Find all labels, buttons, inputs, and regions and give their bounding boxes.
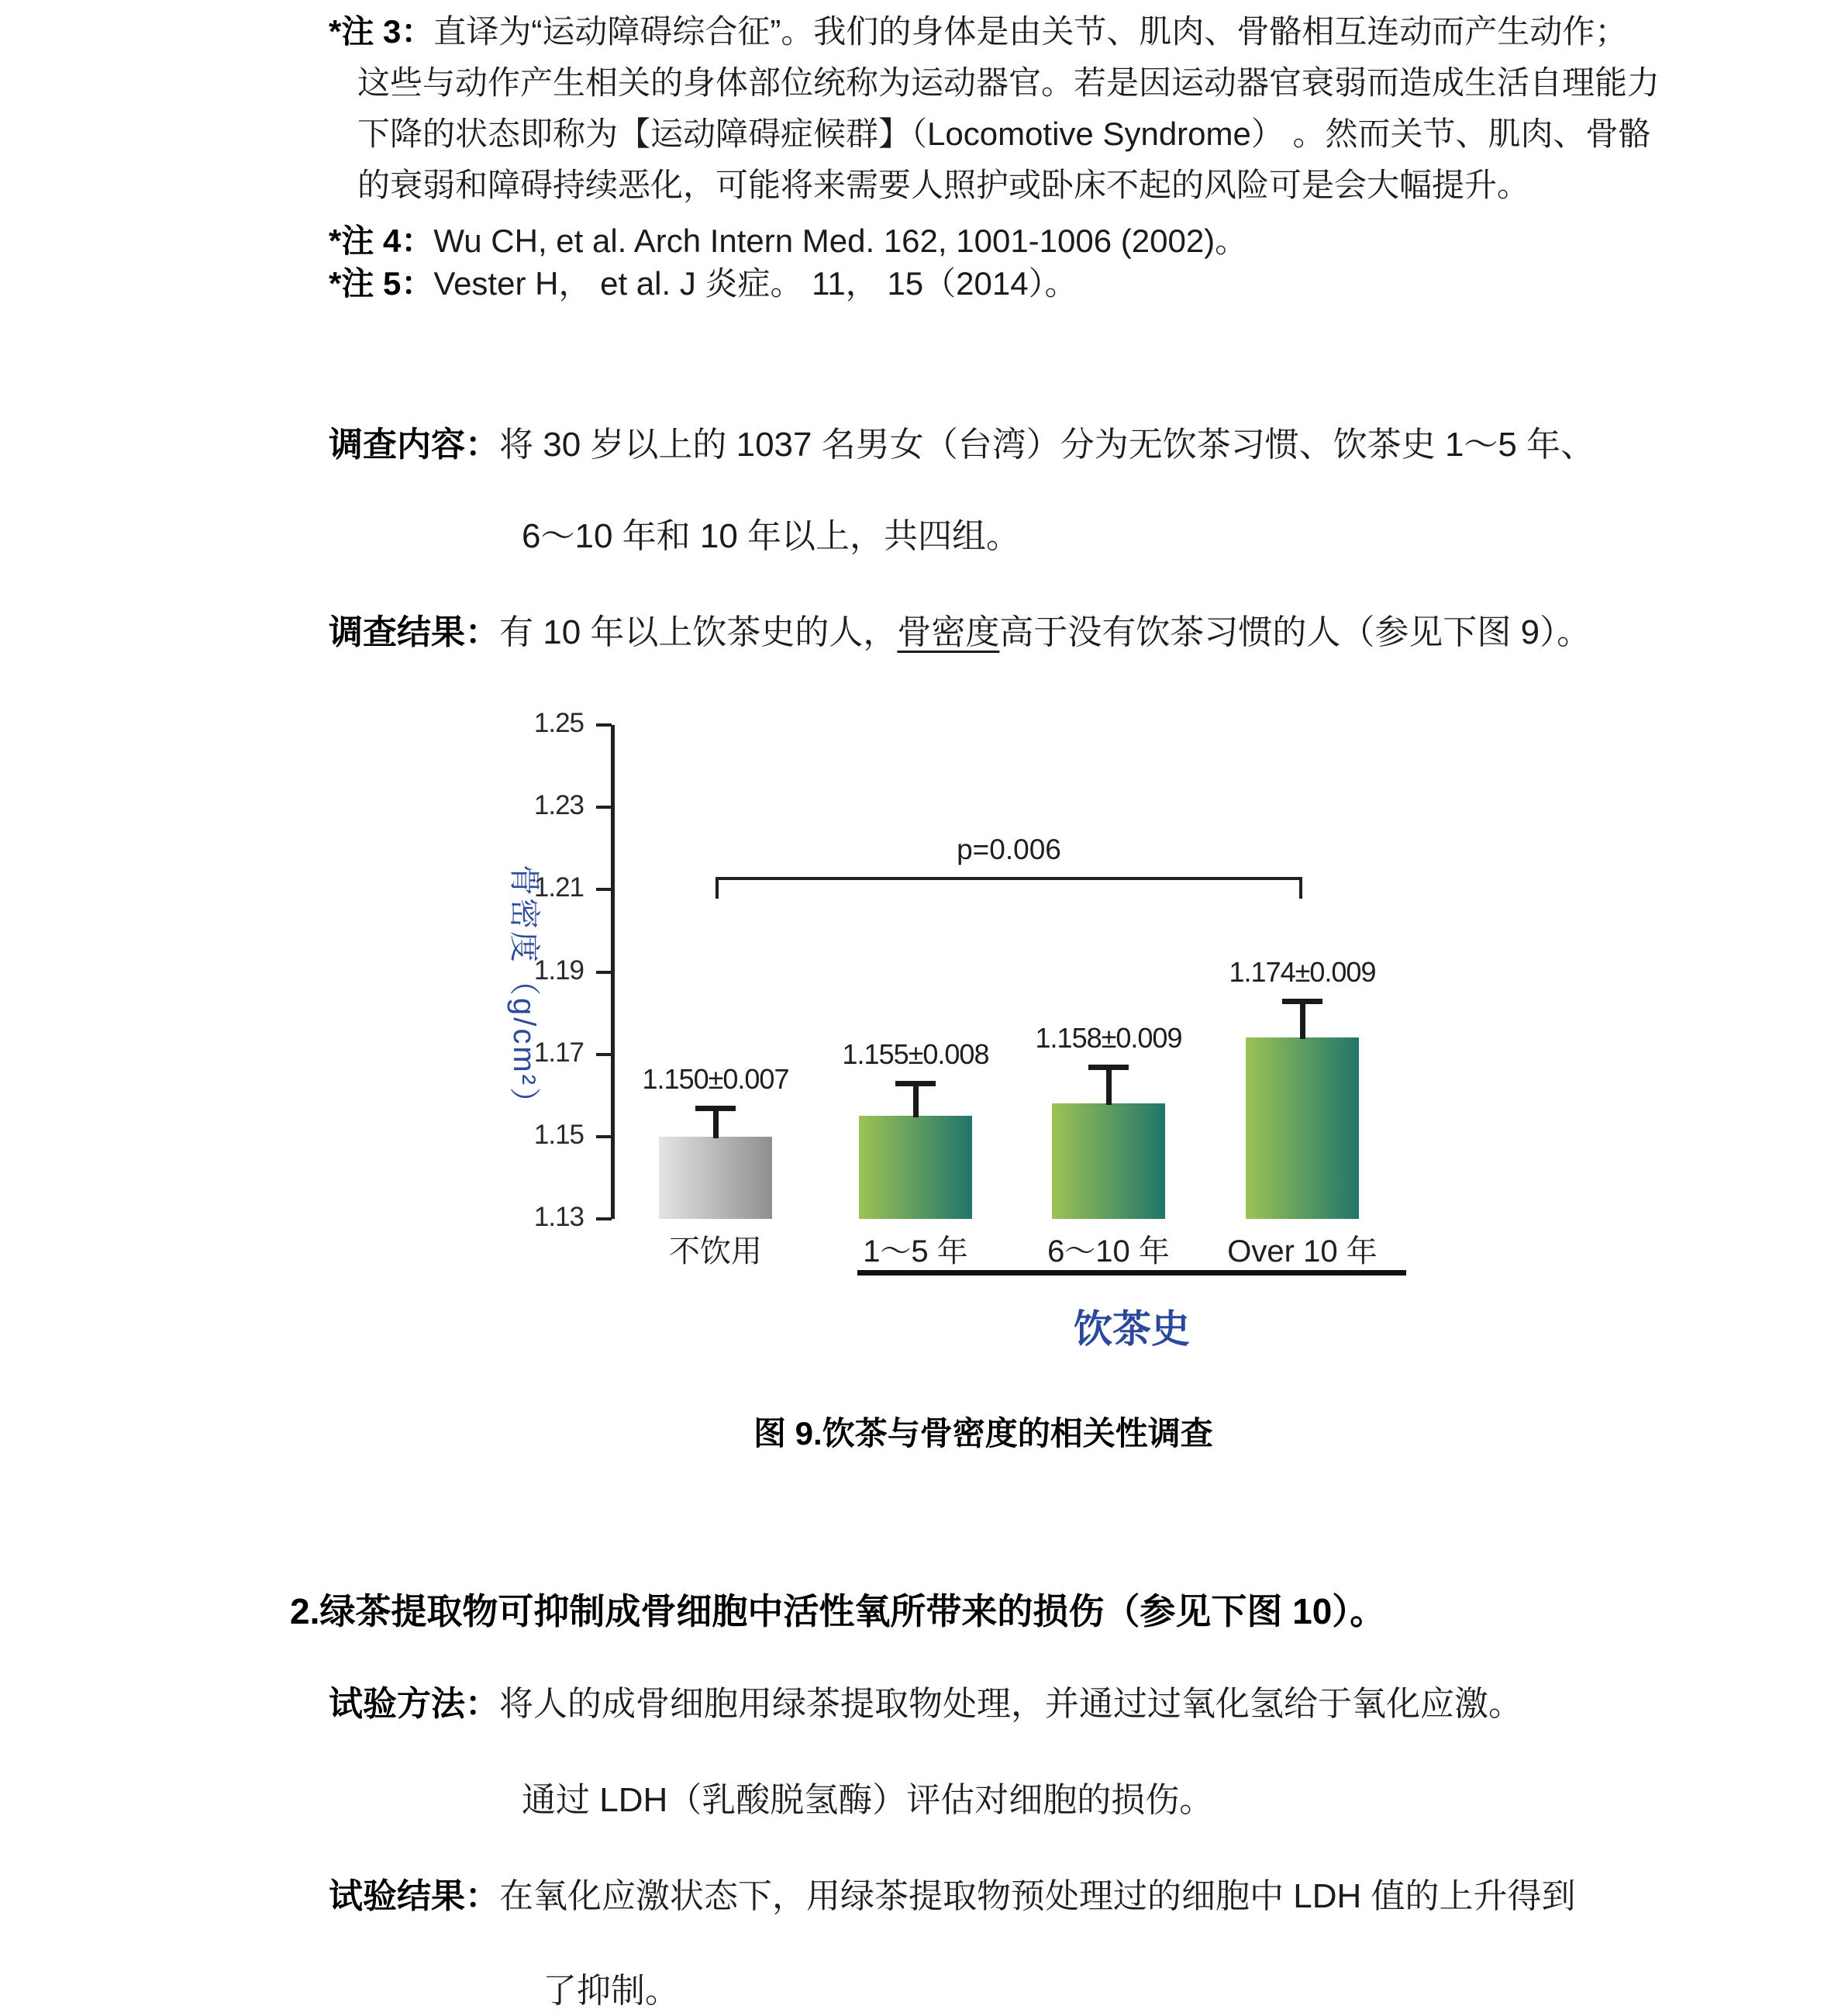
y-axis-tick-label: 1.17	[533, 1037, 584, 1068]
x-category-label: 不饮用	[669, 1234, 762, 1269]
method-label: 试验方法：	[329, 1685, 499, 1723]
method-text-2: 通过 LDH（乳酸脱氢酶）评估对细胞的损伤。	[522, 1781, 1214, 1819]
survey-result-label: 调查结果：	[329, 613, 499, 651]
y-axis-tick-label: 1.13	[533, 1202, 584, 1232]
y-axis-tick	[596, 806, 612, 809]
bar-value-label: 1.150±0.007	[642, 1062, 789, 1095]
note-3-label: *注 3：	[329, 13, 434, 50]
y-axis-tick	[596, 971, 612, 974]
survey-result-underlined: 骨密度	[897, 613, 1000, 651]
note-3-line-3: 下降的状态即称为【运动障碍症候群】（Locomotive Syndrome） 。然而关节、肌肉、骨骼	[357, 116, 1651, 152]
result-paragraph	[329, 1876, 1575, 1917]
result-text-1: 在氧化应激状态下，用绿茶提取物预处理过的细胞中 LDH 值的上升得到	[499, 1877, 1576, 1915]
bar	[1052, 1103, 1165, 1219]
note-3-line-1	[329, 6, 1660, 57]
error-bar-line	[713, 1108, 719, 1138]
note-5	[329, 258, 1078, 309]
bar	[1246, 1037, 1359, 1219]
error-bar-line	[913, 1083, 919, 1117]
result-text-2: 了抑制。	[543, 1972, 679, 2010]
note-3-text-1: 直译为“运动障碍综合征”。我们的身体是由关节、肌肉、骨骼相互连动而产生动作；	[433, 13, 1628, 50]
y-axis-tick-label: 1.19	[533, 954, 584, 986]
survey-result	[329, 613, 1591, 653]
survey-content	[329, 425, 1595, 465]
note-4-label: *注 4：	[329, 223, 434, 259]
survey-content-text-2: 6～10 年和 10 年以上，共四组。	[522, 517, 1021, 555]
x-axis-title: 饮茶史	[1074, 1307, 1190, 1351]
note-4-text: Wu CH, et al. Arch Intern Med. 162, 1001-1006 (2002)。	[433, 223, 1248, 259]
bar	[659, 1137, 772, 1219]
survey-result-pre: 有 10 年以上饮茶史的人，	[499, 613, 898, 651]
note-3	[329, 6, 1660, 211]
y-axis-tick	[596, 1217, 612, 1220]
error-bar-line	[1300, 1001, 1305, 1040]
section-2-heading: 2.绿茶提取物可抑制成骨细胞中活性氧所带来的损伤（参见下图 10）。	[290, 1591, 1386, 1631]
bar	[859, 1116, 972, 1219]
note-5-label: *注 5：	[329, 265, 434, 302]
y-axis-tick	[596, 888, 612, 891]
method-paragraph	[329, 1684, 1522, 1724]
y-axis-tick-label: 1.23	[533, 790, 584, 821]
error-bar-line	[1106, 1067, 1112, 1106]
bar-value-label: 1.155±0.008	[842, 1037, 989, 1070]
error-bar-cap	[1282, 999, 1322, 1004]
x-category-label: Over 10 年	[1227, 1234, 1378, 1269]
survey-result-post: 高于没有饮茶习惯的人（参见下图 9）。	[999, 613, 1591, 651]
y-axis-tick-label: 1.15	[533, 1119, 584, 1150]
method-text-1: 将人的成骨细胞用绿茶提取物处理，并通过过氧化氢给于氧化应激。	[499, 1685, 1522, 1723]
note-3-line-2: 这些与动作产生相关的身体部位统称为运动器官。若是因运动器官衰弱而造成生活自理能力	[357, 64, 1660, 101]
error-bar-cap	[1088, 1065, 1129, 1070]
y-axis-tick-label: 1.25	[533, 708, 584, 738]
error-bar-cap	[695, 1106, 736, 1111]
plot-area	[465, 709, 1488, 1407]
bar-value-label: 1.158±0.009	[1035, 1021, 1182, 1054]
result-label: 试验结果：	[329, 1877, 499, 1915]
p-value-label: p=0.006	[957, 834, 1061, 866]
survey-content-text-1: 将 30 岁以上的 1037 名男女（台湾）分为无饮茶习惯、饮茶史 1～5 年、	[499, 426, 1595, 464]
note-3-line-4: 的衰弱和障碍持续恶化，可能将来需要人照护或卧床不起的风险可是会大幅提升。	[357, 167, 1530, 203]
note-5-text: Vester H， et al. J 炎症。 11， 15（2014）。	[433, 265, 1078, 302]
significance-bracket-end-left	[716, 877, 719, 899]
y-axis-tick	[596, 1053, 612, 1056]
x-axis-group-line	[857, 1270, 1406, 1276]
y-axis-tick	[596, 1135, 612, 1138]
y-axis-title: 骨密度（g/cm²）	[507, 865, 541, 1120]
error-bar-cap	[895, 1081, 936, 1086]
significance-bracket-line	[716, 877, 1302, 880]
x-category-label: 1～5 年	[863, 1234, 968, 1269]
bar-value-label: 1.174±0.009	[1229, 955, 1376, 988]
figure-caption: 图 9.饮茶与骨密度的相关性调查	[753, 1415, 1213, 1452]
significance-bracket-end-right	[1299, 877, 1302, 899]
survey-content-label: 调查内容：	[329, 426, 499, 464]
y-axis-tick-label: 1.21	[533, 872, 584, 903]
y-axis-tick	[596, 723, 612, 727]
figure-9-bar-chart	[465, 709, 1488, 1407]
x-category-label: 6～10 年	[1047, 1234, 1170, 1269]
